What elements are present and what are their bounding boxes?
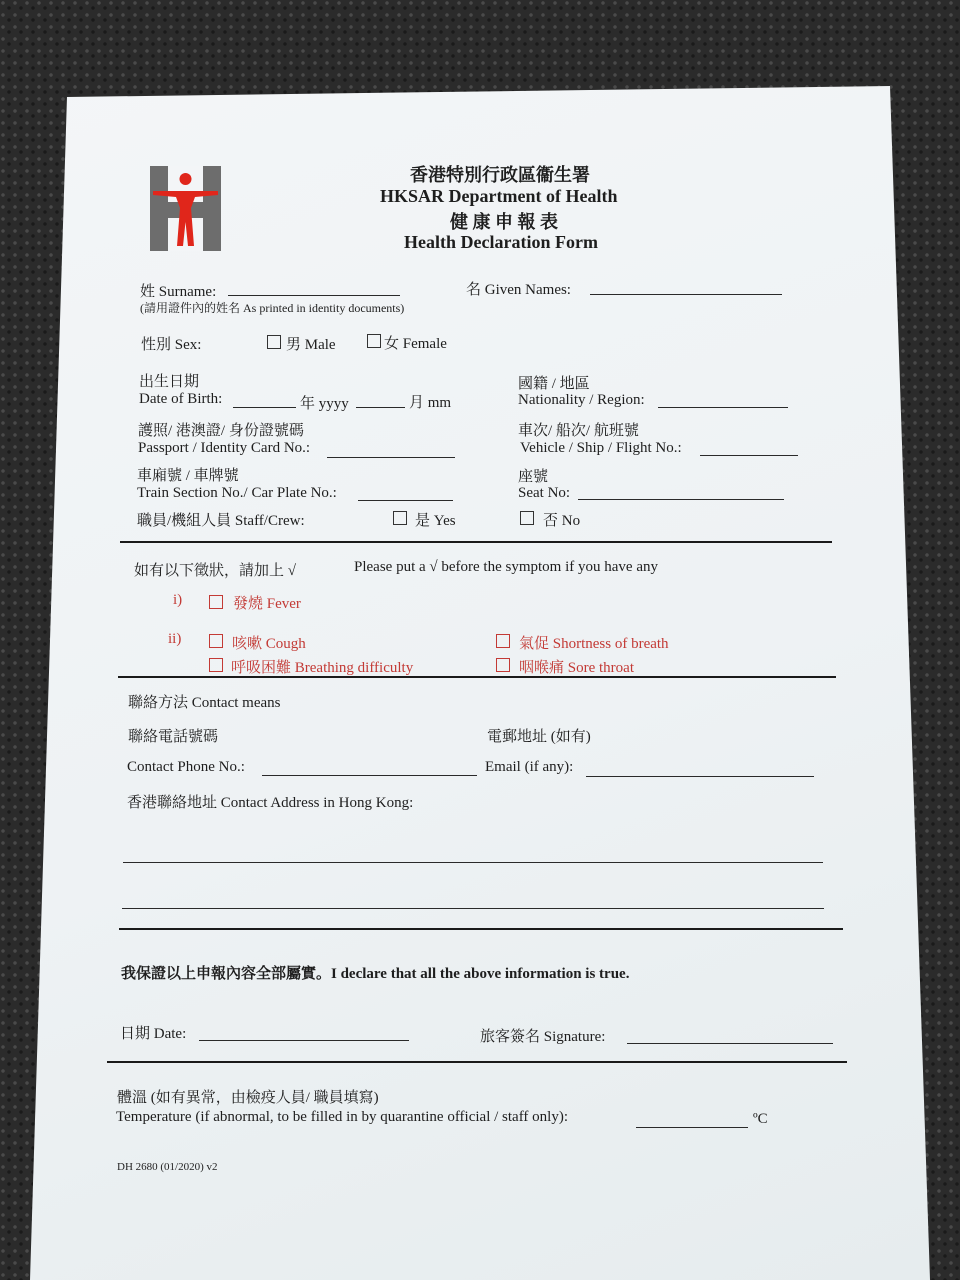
breathing-checkbox[interactable] bbox=[209, 658, 223, 672]
seat-field[interactable] bbox=[578, 499, 784, 500]
train-label: Train Section No./ Car Plate No.: bbox=[137, 485, 337, 501]
vehicle-label: Vehicle / Ship / Flight No.: bbox=[520, 440, 682, 456]
date-field[interactable] bbox=[199, 1040, 409, 1041]
section-divider bbox=[118, 676, 836, 678]
temperature-label-zh: 體溫 (如有異常，由檢疫人員/ 職員填寫) bbox=[117, 1090, 379, 1106]
section-divider bbox=[107, 1061, 847, 1063]
male-label: 男 Male bbox=[286, 337, 336, 353]
surname-field[interactable] bbox=[228, 295, 400, 296]
train-label-zh: 車廂號 / 車牌號 bbox=[137, 468, 239, 484]
seat-label-zh: 座號 bbox=[518, 469, 549, 485]
staff-no-label: 否 No bbox=[543, 513, 581, 529]
female-checkbox[interactable] bbox=[367, 334, 381, 348]
email-field[interactable] bbox=[586, 776, 814, 777]
symptom-group-i: i) bbox=[173, 592, 183, 608]
shortness-label: 氣促 Shortness of breath bbox=[519, 636, 669, 652]
declaration-text: 我保證以上申報內容全部屬實。I declare that all the above information is true. bbox=[121, 966, 630, 982]
contact-heading: 聯絡方法 Contact means bbox=[128, 695, 281, 711]
breathing-label: 呼吸困難 Breathing difficulty bbox=[231, 660, 414, 676]
phone-label: Contact Phone No.: bbox=[127, 759, 245, 775]
section-divider bbox=[120, 541, 832, 543]
address-label: 香港聯絡地址 Contact Address in Hong Kong: bbox=[127, 795, 414, 811]
staff-no-checkbox[interactable] bbox=[520, 511, 534, 525]
seat-label: Seat No: bbox=[518, 485, 571, 501]
org-name-zh: 香港特別行政區衞生署 bbox=[410, 165, 590, 185]
vehicle-label-zh: 車次/ 船次/ 航班號 bbox=[518, 423, 639, 439]
address-field-line-1[interactable] bbox=[123, 862, 823, 863]
nationality-field[interactable] bbox=[658, 407, 788, 408]
passport-label: Passport / Identity Card No.: bbox=[138, 440, 311, 456]
address-field-line-2[interactable] bbox=[122, 908, 824, 909]
fever-checkbox[interactable] bbox=[209, 595, 223, 609]
form-title-en: Health Declaration Form bbox=[404, 232, 598, 252]
signature-label: 旅客簽名 Signature: bbox=[480, 1029, 606, 1045]
vehicle-field[interactable] bbox=[700, 455, 798, 456]
fever-label: 發燒 Fever bbox=[233, 596, 301, 612]
surname-note: (請用證件內的姓名 As printed in identity documents) bbox=[140, 301, 405, 315]
dob-label-zh: 出生日期 bbox=[139, 374, 200, 390]
sore-throat-checkbox[interactable] bbox=[496, 658, 510, 672]
dob-month-label: 月 mm bbox=[409, 395, 452, 411]
symptom-instruction-en: Please put a √ before the symptom if you have any bbox=[354, 559, 658, 575]
temperature-field[interactable] bbox=[636, 1127, 748, 1128]
form-code: DH 2680 (01/2020) v2 bbox=[117, 1161, 218, 1173]
sore-throat-label: 咽喉痛 Sore throat bbox=[519, 660, 634, 676]
passport-field[interactable] bbox=[327, 457, 455, 458]
department-of-health-logo bbox=[150, 166, 221, 251]
phone-label-zh: 聯絡電話號碼 bbox=[128, 729, 219, 745]
train-field[interactable] bbox=[358, 500, 453, 501]
sex-label: 性別 Sex: bbox=[141, 337, 202, 353]
email-label: Email (if any): bbox=[485, 759, 574, 775]
staff-yes-label: 是 Yes bbox=[415, 513, 456, 529]
dob-year-field[interactable] bbox=[356, 407, 405, 408]
female-label: 女 Female bbox=[384, 336, 447, 352]
form-title-zh: 健 康 申 報 表 bbox=[450, 212, 558, 232]
email-label-zh: 電郵地址 (如有) bbox=[487, 729, 591, 745]
phone-field[interactable] bbox=[262, 775, 477, 776]
date-label: 日期 Date: bbox=[120, 1026, 187, 1042]
staff-yes-checkbox[interactable] bbox=[393, 511, 407, 525]
surname-label: 姓 Surname: bbox=[140, 284, 217, 300]
org-name-en: HKSAR Department of Health bbox=[380, 186, 618, 206]
male-checkbox[interactable] bbox=[267, 335, 281, 349]
cough-label: 咳嗽 Cough bbox=[232, 636, 306, 652]
signature-field[interactable] bbox=[627, 1043, 833, 1044]
dob-label: Date of Birth: bbox=[139, 391, 223, 407]
section-divider bbox=[119, 928, 843, 930]
cough-checkbox[interactable] bbox=[209, 634, 223, 648]
staff-label: 職員/機組人員 Staff/Crew: bbox=[137, 513, 305, 529]
temperature-label: Temperature (if abnormal, to be filled in by quarantine official / staff only): bbox=[116, 1109, 568, 1125]
dob-day-field[interactable] bbox=[233, 407, 296, 408]
given-names-label: 名 Given Names: bbox=[466, 282, 571, 298]
given-names-field[interactable] bbox=[590, 294, 782, 295]
nationality-label: Nationality / Region: bbox=[518, 392, 645, 408]
shortness-checkbox[interactable] bbox=[496, 634, 510, 648]
temperature-unit: ºC bbox=[753, 1111, 768, 1127]
symptom-instruction-zh: 如有以下徵狀，請加上 √ bbox=[134, 563, 296, 579]
nationality-label-zh: 國籍 / 地區 bbox=[518, 376, 590, 392]
dob-year-label: 年 yyyy bbox=[300, 396, 349, 412]
passport-label-zh: 護照/ 港澳證/ 身份證號碼 bbox=[138, 423, 304, 439]
symptom-group-ii: ii) bbox=[168, 631, 182, 647]
